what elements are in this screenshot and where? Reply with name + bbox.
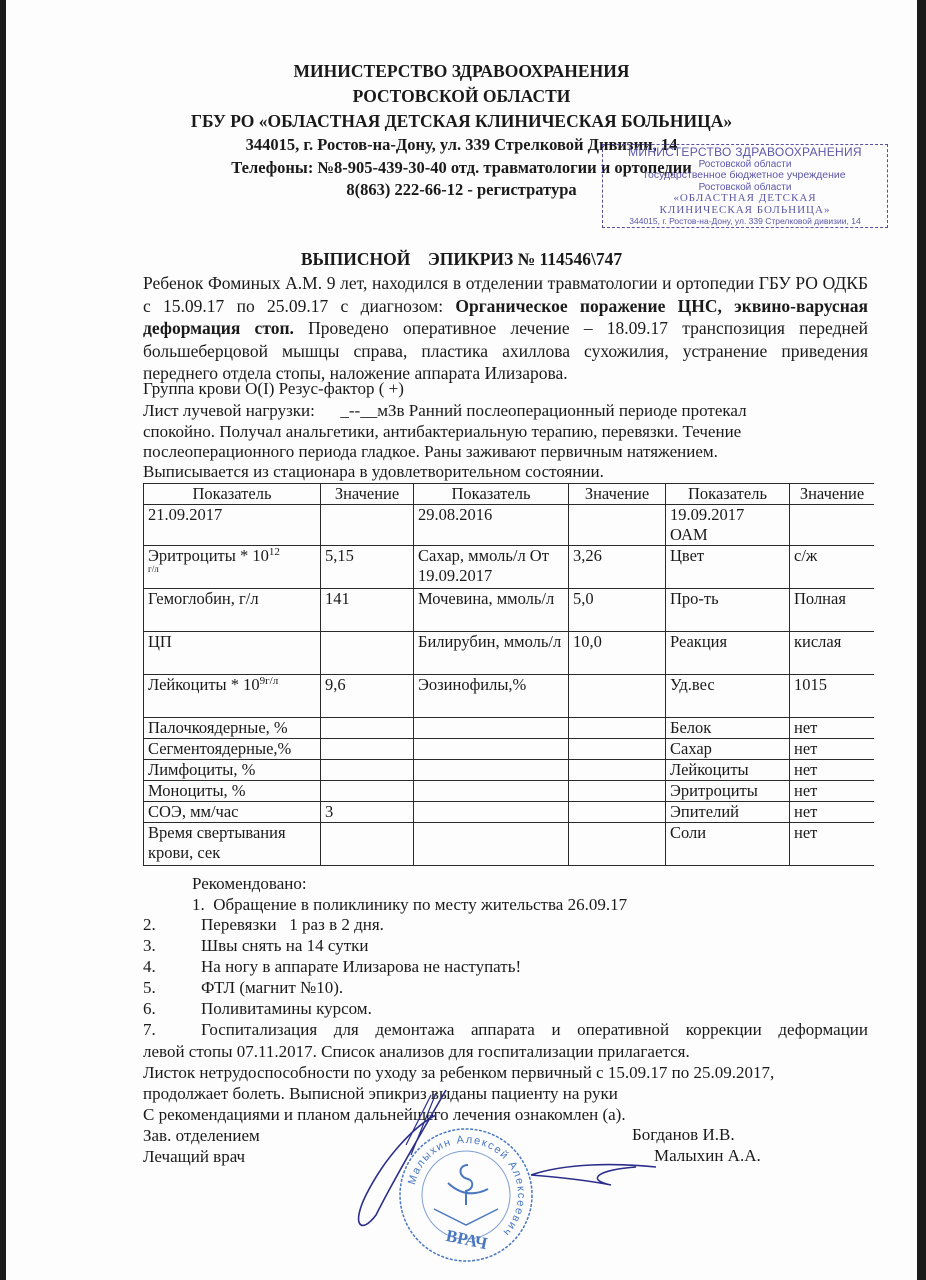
col-header: Значение <box>790 484 875 505</box>
rec-text: Обращение в поликлинику по месту жительства 26.09.17 <box>213 895 628 914</box>
diagnosis: Органическое поражение ЦНС, эквино-варусная деформация стоп. <box>143 295 868 338</box>
table-row <box>144 760 875 781</box>
stamp-line: Ростовской области <box>698 158 792 170</box>
table-cell: кислая <box>790 632 875 675</box>
table-cell <box>569 675 666 718</box>
table-cell <box>414 739 569 760</box>
head-of-department-name: Богданов И.В. <box>632 1125 735 1144</box>
table-row <box>144 589 875 632</box>
table-cell <box>321 718 414 739</box>
table-cell <box>321 760 414 781</box>
document-title: ВЫПИСНОЙ ЭПИКРИЗ № 114546\747 <box>300 249 623 269</box>
table-cell: Билирубин, ммоль/л <box>414 632 569 675</box>
table-cell: с/ж <box>790 546 875 589</box>
discharge-status: Выписывается из стационара в удовлетворительном состоянии. <box>143 462 604 481</box>
rec-num: 1. <box>192 895 205 914</box>
table-header-row <box>144 484 875 505</box>
stamp-line: «ОБЛАСТНАЯ ДЕТСКАЯ <box>673 192 817 204</box>
table-cell: Время свертывания крови, сек <box>144 823 321 866</box>
table-row <box>144 505 875 546</box>
table-cell <box>321 739 414 760</box>
radiation-load: Лист лучевой нагрузки: _--__мЗв Ранний послеоперационный периоде протекал <box>143 401 747 420</box>
table-cell <box>321 632 414 675</box>
table-cell: 3,26 <box>569 546 666 589</box>
col-header: Показатель <box>414 484 569 505</box>
header-hospital: ГБУ РО «ОБЛАСТНАЯ ДЕТСКАЯ КЛИНИЧЕСКАЯ БОЛЬНИЦА» <box>190 111 733 131</box>
table-cell: Гемоглобин, г/л <box>144 589 321 632</box>
attending-doctor-name: Малыхин А.А. <box>654 1146 761 1165</box>
table-cell: нет <box>790 781 875 802</box>
table-cell: Сахар, ммоль/л От 19.09.2017 <box>414 546 569 589</box>
table-cell: Эпителий <box>666 802 790 823</box>
table-row <box>144 823 875 866</box>
table-cell <box>144 546 321 589</box>
rec-num: 3. <box>143 936 156 955</box>
table-cell: Палочкоядерные, % <box>144 718 321 739</box>
erythrocytes-label: Эритроциты * 10 <box>148 546 269 565</box>
table-cell: 29.08.2016 <box>414 505 569 546</box>
table-cell: нет <box>790 718 875 739</box>
table-cell <box>569 718 666 739</box>
rec-num: 6. <box>143 999 156 1018</box>
header-phones: Телефоны: №8-905-439-30-40 отд. травматологии и ортопедии <box>231 158 692 177</box>
table-cell: Сахар <box>666 739 790 760</box>
table-cell <box>414 760 569 781</box>
sick-leave-line-1: Листок нетрудоспособности по уходу за ребенком первичный с 15.09.17 по 25.09.2017, <box>143 1063 775 1082</box>
sick-leave-line-2: продолжает болеть. Выписной эпикриз выданы пациенту на руки <box>143 1084 618 1103</box>
table-cell: 141 <box>321 589 414 632</box>
table-cell <box>321 505 414 546</box>
head-of-department-label: Зав. отделением <box>143 1126 260 1145</box>
table-cell <box>414 823 569 866</box>
table-cell: Цвет <box>666 546 790 589</box>
table-cell: Реакция <box>666 632 790 675</box>
stamp-line: 344015, г. Ростов-на-Дону, ул. 339 Стрелковой дивизии, 14 <box>629 216 861 226</box>
stamp-line: Ростовской области <box>698 181 792 193</box>
table-cell: нет <box>790 802 875 823</box>
rec-text: Швы снять на 14 сутки <box>201 936 369 955</box>
table-cell: ЦП <box>144 632 321 675</box>
attending-doctor-label: Лечащий врач <box>143 1147 246 1166</box>
rec-num: 7. <box>143 1020 156 1039</box>
unit: г/л <box>148 564 159 574</box>
stamp-ring-text: Малыхин Алексей Алексеевич <box>406 1133 528 1239</box>
course-line-1: спокойно. Получал анальгетики, антибактериальную терапию, перевязки. Течение <box>143 422 742 441</box>
table-cell <box>790 505 875 546</box>
stamp-center-text: ВРАЧ <box>444 1225 490 1254</box>
rec-text: На ногу в аппарате Илизарова не наступать! <box>201 957 522 976</box>
rec-num: 4. <box>143 957 156 976</box>
table-cell: Лейкоциты <box>666 760 790 781</box>
col-header: Значение <box>569 484 666 505</box>
table-cell: Соли <box>666 823 790 866</box>
signature-scribble-icon <box>336 1085 666 1245</box>
header-address: 344015, г. Ростов-на-Дону, ул. 339 Стрелковой Дивизии, 14 <box>245 135 678 154</box>
table-cell: нет <box>790 739 875 760</box>
table-cell: Мочевина, ммоль/л <box>414 589 569 632</box>
table-cell: Лимфоциты, % <box>144 760 321 781</box>
stamp-line: КЛИНИЧЕСКАЯ БОЛЬНИЦА» <box>659 203 831 216</box>
table-cell: 5,0 <box>569 589 666 632</box>
table-cell: Эозинофилы,% <box>414 675 569 718</box>
table-row <box>144 781 875 802</box>
table-row <box>144 802 875 823</box>
table-cell <box>144 675 321 718</box>
col-header: Значение <box>321 484 414 505</box>
table-cell: 1015 <box>790 675 875 718</box>
rec-text: Поливитамины курсом. <box>201 999 372 1018</box>
table-cell <box>321 823 414 866</box>
table-cell: Сегментоядерные,% <box>144 739 321 760</box>
rec-text: Госпитализация для демонтажа аппарата и оперативной коррекции деформации <box>201 1020 868 1039</box>
document-page <box>6 0 917 1280</box>
table-row <box>144 632 875 675</box>
table-row <box>144 739 875 760</box>
acknowledgement: С рекомендациями и планом дальнейшего лечения ознакомлен (а). <box>143 1105 626 1124</box>
rec-num: 2. <box>143 915 156 934</box>
intro-text: Ребенок Фоминых А.М. 9 лет, находился в отделении травматологии и ортопедии ГБУ РО ОДКБ с 15.09.17 по 25.09.17 с диагнозом: <box>143 273 868 316</box>
exponent: 12 <box>268 546 280 558</box>
table-cell: Уд.вес <box>666 675 790 718</box>
col-header: Показатель <box>144 484 321 505</box>
col-header: Показатель <box>666 484 790 505</box>
header-ministry: МИНИСТЕРСТВО ЗДРАВООХРАНЕНИЯ <box>293 61 630 81</box>
rec-item-1 <box>192 895 627 915</box>
table-cell <box>569 823 666 866</box>
rec-text: ФТЛ (магнит №10). <box>201 978 344 997</box>
table-cell: Моноциты, % <box>144 781 321 802</box>
treatment-text: Проведено оперативное лечение – 18.09.17 транспозиция передней большеберцовой мышцы справа, пластика ахиллова сухожилия, устранение приведения переднего отдела стопы, наложение аппарата Илизарова. <box>143 318 869 383</box>
exponent: 9г/л <box>259 675 279 687</box>
course-line-2: послеоперационного периода гладкое. Раны заживают первичным натяжением. <box>143 442 718 461</box>
lab-results-table <box>143 483 874 866</box>
table-cell: Про-ть <box>666 589 790 632</box>
table-row <box>144 675 875 718</box>
table-cell: 10,0 <box>569 632 666 675</box>
table-cell: 9,6 <box>321 675 414 718</box>
leukocytes-label: Лейкоциты * 10 <box>148 675 260 694</box>
table-cell <box>321 781 414 802</box>
table-cell: 19.09.2017 ОАМ <box>666 505 790 546</box>
stamp-line: государственное бюджетное учреждение <box>644 169 846 181</box>
hospital-stamp <box>602 144 888 228</box>
rec-7-continuation: левой стопы 07.11.2017. Список анализов для госпитализации прилагается. <box>143 1042 690 1061</box>
table-cell <box>569 781 666 802</box>
table-cell: Белок <box>666 718 790 739</box>
table-cell: нет <box>790 823 875 866</box>
table-cell <box>569 760 666 781</box>
table-cell: 21.09.2017 <box>144 505 321 546</box>
table-row <box>144 718 875 739</box>
recommendations-heading: Рекомендовано: <box>192 874 307 893</box>
rec-text: Перевязки 1 раз в 2 дня. <box>201 915 384 934</box>
table-cell: 3 <box>321 802 414 823</box>
table-cell <box>569 739 666 760</box>
header-region: РОСТОВСКОЙ ОБЛАСТИ <box>352 86 571 106</box>
table-cell <box>569 505 666 546</box>
header-registry: 8(863) 222-66-12 - регистратура <box>346 180 577 199</box>
table-cell: Полная <box>790 589 875 632</box>
table-cell: 5,15 <box>321 546 414 589</box>
table-cell <box>569 802 666 823</box>
rec-num: 5. <box>143 978 156 997</box>
intro-paragraph <box>143 272 868 385</box>
table-cell: СОЭ, мм/час <box>144 802 321 823</box>
table-cell <box>414 781 569 802</box>
stamp-line: МИНИСТЕРСТВО ЗДРАВООХРАНЕНИЯ <box>628 145 862 159</box>
table-cell <box>414 718 569 739</box>
table-cell: нет <box>790 760 875 781</box>
table-cell: Эритроциты <box>666 781 790 802</box>
table-row <box>144 546 875 589</box>
table-cell <box>414 802 569 823</box>
blood-group: Группа крови O(I) Резус-фактор ( +) <box>143 379 404 398</box>
